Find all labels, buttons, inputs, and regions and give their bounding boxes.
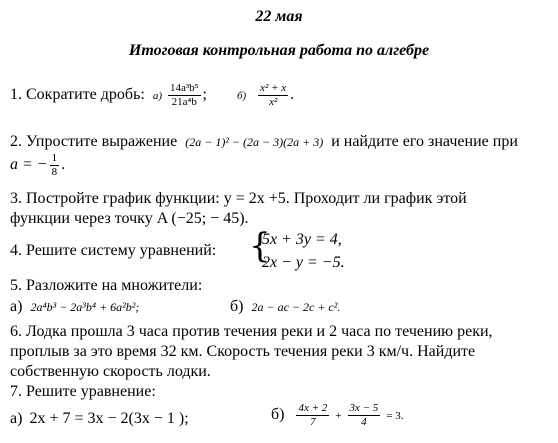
task-5-b-expression: 2a − ac − 2c + c². [251,300,341,314]
task-1-b-label: б) [236,90,247,103]
task-3-line-1: 3. Постройте график функции: y = 2x +5. Проходит ли график этой [10,190,467,207]
task-6-line-1: 6. Лодка прошла 3 часа против течения реки и 2 часа по течению реки, [10,323,493,340]
task-2-label: 2. Упростите выражение [10,133,178,150]
task-7-b-fraction-2-numerator: 3x − 5 [349,402,379,414]
task-1-b-numerator: x² + x [260,82,287,94]
task-1-a-numerator: 14a³b⁵ [169,82,199,94]
task-7-a-expression: 2x + 7 = 3x − 2(3x − 1 ); [29,410,189,427]
task-1 [10,82,294,109]
task-7-b-fraction-2 [348,402,381,429]
task-1-a-label: а) [152,90,162,103]
task-7-b-label: б) [271,406,285,424]
task-5-b-label: б) [230,298,244,315]
task-5-label: 5. Разложите на множители: [10,277,203,294]
task-6-line-2: проплыв за это время 32 км. Скорость течения реки 3 км/ч. Найдите [10,343,476,360]
task-1-a-denominator: 21a⁴b [171,96,197,108]
task-3-line-2: функции через точку A (−25; − 45). [10,210,249,227]
task-7-b-plus: + [335,410,342,423]
task-2-line-1 [10,132,518,152]
task-7-b-fraction-1 [296,402,329,429]
task-5-line-2 [10,297,139,317]
task-5-a-label: а) [10,298,23,315]
task-4-equation-2: 2x − y = −5. [262,254,345,271]
task-7-b-fraction-1-numerator: 4x + 2 [298,402,328,414]
task-2-fraction [50,152,60,179]
task-6-line-3: собственную скорость лодки. [10,363,211,380]
task-2-variable: a = − [10,156,48,174]
task-2-end: . [61,156,66,174]
task-7-b-fraction-2-denominator: 4 [361,416,367,428]
task-4-equation-1: 5x + 3y = 4, [262,231,342,248]
task-7-b-end: = 3. [386,410,404,423]
task-2-line-2 [10,152,65,179]
task-1-a-separator: ; [202,86,207,104]
task-2-fraction-denominator: 8 [51,166,58,178]
task-7-a-label: а) [10,410,23,427]
task-7-b-fraction-1-denominator: 7 [310,416,316,428]
task-7-a [10,409,189,428]
worksheet-title: Итоговая контрольная работа по алгебре [128,42,430,59]
date-heading: 22 мая [255,8,303,25]
task-7-b [271,402,404,429]
task-1-b-denominator: x² [269,96,278,108]
task-2-expression: (2a − 1)² − (2a − 3)(2a + 3) [185,135,324,149]
task-4-label: 4. Решите систему уравнений: [10,242,217,259]
task-1-b-end: . [290,86,295,104]
task-2-tail: и найдите его значение при [331,133,518,150]
task-5-line-2-b [230,297,340,317]
task-1-a-fraction [168,82,201,109]
task-1-label: 1. Сократите дробь: [10,86,145,104]
system-brace-icon: { [249,226,271,266]
task-5-a-expression: 2a⁴b³ − 2a³b⁴ + 6a²b²; [30,300,140,314]
task-7-label: 7. Решите уравнение: [10,383,156,400]
task-2-fraction-numerator: 1 [51,152,58,164]
task-1-b-fraction [258,82,288,109]
